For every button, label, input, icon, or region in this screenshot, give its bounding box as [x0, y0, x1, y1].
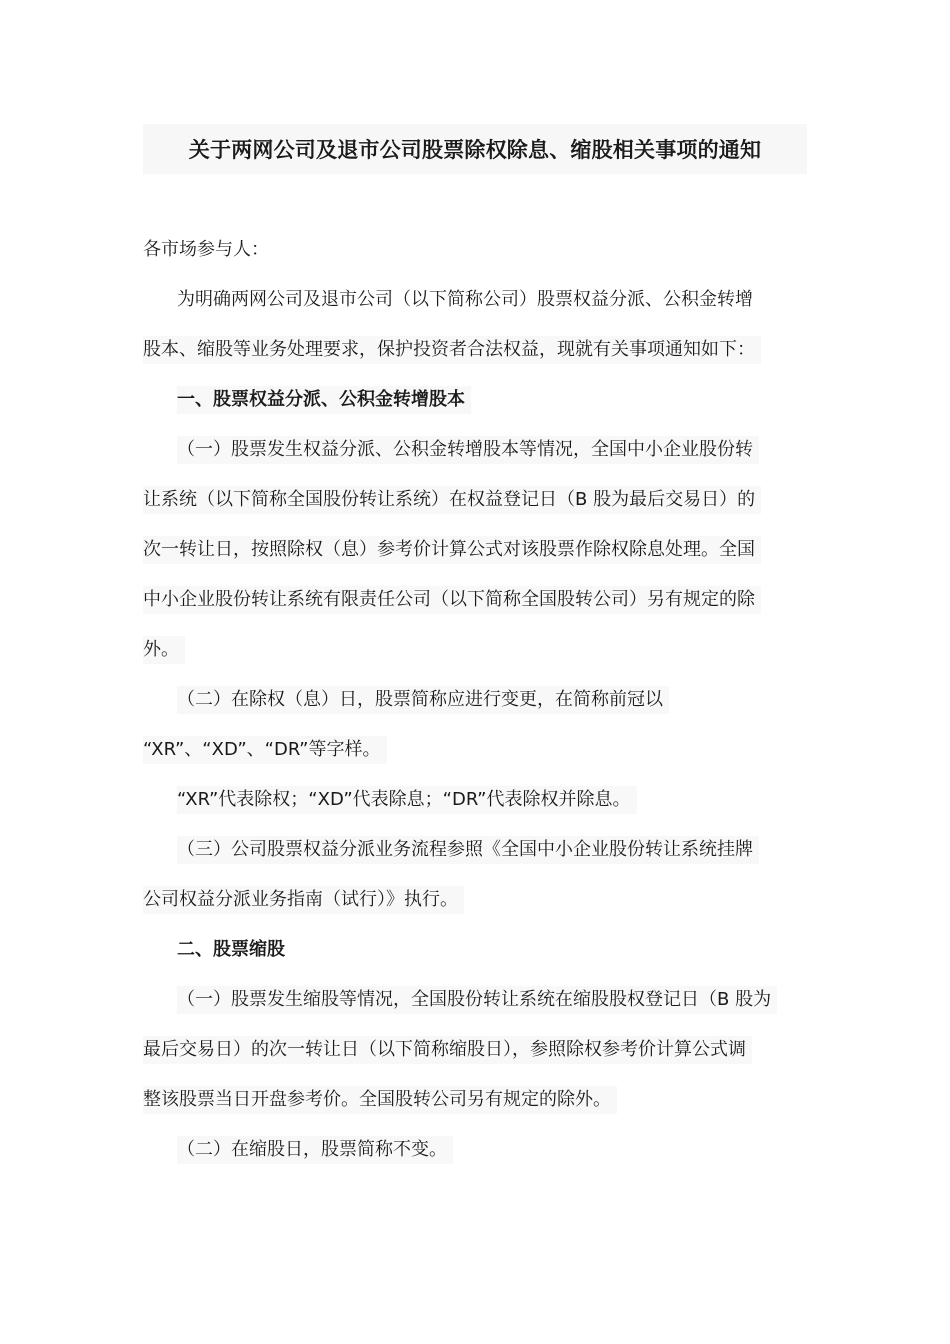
paragraph-line: （二）在除权（息）日，股票简称应进行变更，在简称前冠以	[177, 686, 669, 714]
intro-line: 为明确两网公司及退市公司（以下简称公司）股票权益分派、公积金转增	[177, 289, 753, 310]
section-heading: 二、股票缩股	[177, 939, 285, 960]
section-heading: 一、股票权益分派、公积金转增股本	[177, 386, 471, 414]
paragraph-line: “XR”代表除权；“XD”代表除息；“DR”代表除权并除息。	[177, 786, 637, 814]
paragraph-line: 中小企业股份转让系统有限责任公司（以下简称全国股转公司）另有规定的除	[143, 586, 761, 614]
paragraph-line: 外。	[143, 636, 185, 664]
salutation: 各市场参与人：	[143, 239, 269, 260]
paragraph-line: 公司权益分派业务指南（试行）》执行。	[143, 886, 464, 914]
document-title-band	[143, 124, 807, 174]
paragraph-line: 整该股票当日开盘参考价。全国股转公司另有规定的除外。	[143, 1086, 617, 1114]
paragraph-line: 让系统（以下简称全国股份转让系统）在权益登记日（B 股为最后交易日）的	[143, 486, 761, 514]
paragraph-line: 最后交易日）的次一转让日（以下简称缩股日），参照除权参考价计算公式调	[143, 1036, 752, 1064]
paragraph-line: 次一转让日，按照除权（息）参考价计算公式对该股票作除权除息处理。全国	[143, 536, 761, 564]
paragraph-line: （一）股票发生权益分派、公积金转增股本等情况，全国中小企业股份转	[177, 436, 759, 464]
paragraph-line: （一）股票发生缩股等情况，全国股份转让系统在缩股股权登记日（B 股为	[177, 986, 777, 1014]
document-title: 关于两网公司及退市公司股票除权除息、缩股相关事项的通知	[188, 138, 762, 162]
paragraph-line: （三）公司股票权益分派业务流程参照《全国中小企业股份转让系统挂牌	[177, 836, 759, 864]
paragraph-line: “XR”、“XD”、“DR”等字样。	[143, 736, 387, 764]
paragraph-line: （二）在缩股日，股票简称不变。	[177, 1136, 453, 1164]
intro-line: 股本、缩股等业务处理要求，保护投资者合法权益，现就有关事项通知如下：	[143, 336, 761, 364]
